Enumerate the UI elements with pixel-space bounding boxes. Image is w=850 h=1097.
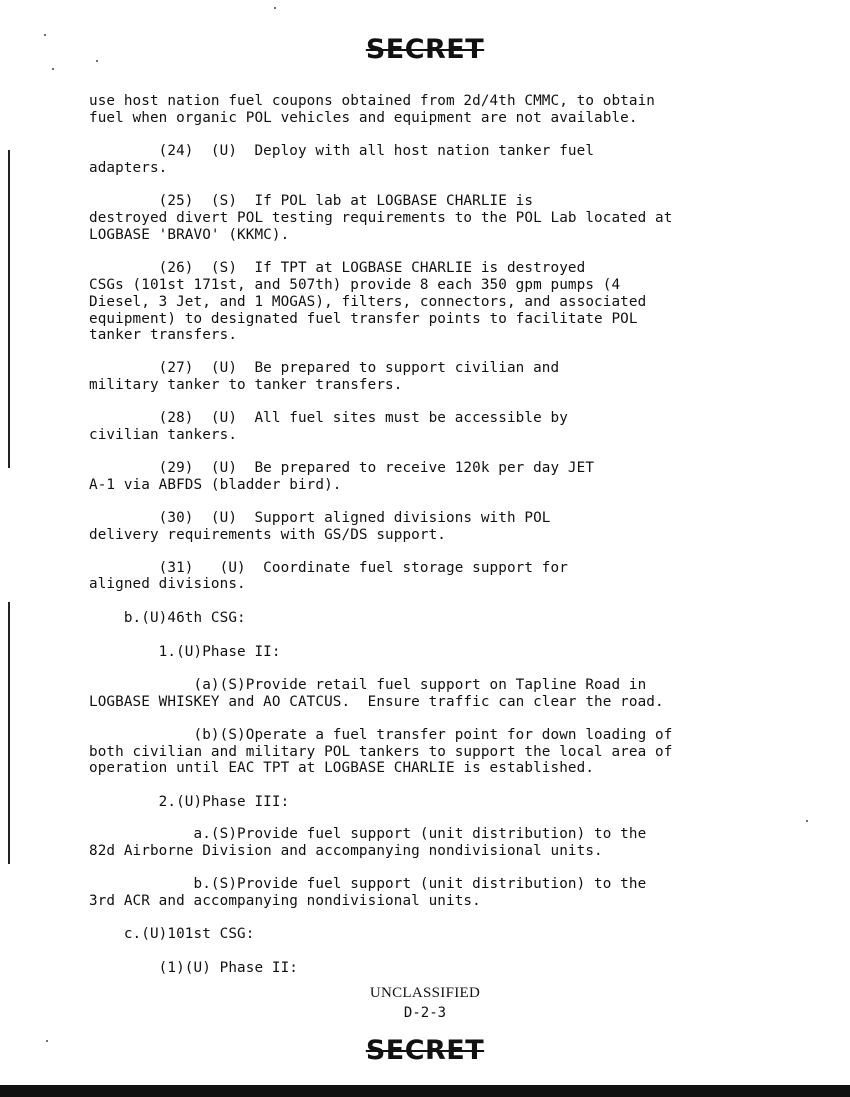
body-line: (1)(U) Phase II: — [89, 960, 298, 976]
body-line: destroyed divert POL testing requirements to the POL Lab located at — [89, 210, 673, 226]
body-line: civilian tankers. — [89, 427, 238, 443]
body-line: tanker transfers. — [89, 327, 238, 343]
body-line: 2.(U)Phase III: — [89, 794, 290, 810]
body-line: 1.(U)Phase II: — [89, 644, 281, 660]
body-line: (30) (U) Support aligned divisions with POL — [89, 510, 551, 526]
body-line: a.(S)Provide fuel support (unit distribution) to the — [89, 826, 647, 842]
body-line: c.(U)101st CSG: — [89, 926, 255, 942]
body-line: 82d Airborne Division and accompanying nondivisional units. — [89, 843, 603, 859]
footer-classification-stamp: SECRET — [365, 1035, 485, 1066]
page-number: D-2-3 — [403, 1005, 447, 1021]
body-line: use host nation fuel coupons obtained from 2d/4th CMMC, to obtain — [89, 93, 655, 109]
body-line: military tanker to tanker transfers. — [89, 377, 403, 393]
body-line: b.(S)Provide fuel support (unit distribution) to the — [89, 876, 647, 892]
header-classification-stamp: SECRET — [365, 34, 485, 65]
footer-unclassified-marking: UNCLASSIFIED — [369, 985, 481, 1001]
body-line: (a)(S)Provide retail fuel support on Tapline Road in — [89, 677, 647, 693]
body-line: aligned divisions. — [89, 576, 246, 592]
body-line: A-1 via ABFDS (bladder bird). — [89, 477, 342, 493]
body-line: Diesel, 3 Jet, and 1 MOGAS), filters, connectors, and associated — [89, 294, 647, 310]
scan-speck — [96, 60, 98, 62]
body-line: both civilian and military POL tankers to support the local area of — [89, 744, 673, 760]
scan-speck — [274, 7, 276, 9]
body-line: (27) (U) Be prepared to support civilian and — [89, 360, 560, 376]
body-line: delivery requirements with GS/DS support. — [89, 527, 447, 543]
body-line: b.(U)46th CSG: — [89, 610, 246, 626]
body-line: (b)(S)Operate a fuel transfer point for down loading of — [89, 727, 673, 743]
margin-scan-line — [8, 150, 10, 468]
margin-scan-line — [8, 602, 10, 864]
body-line: operation until EAC TPT at LOGBASE CHARLIE is established. — [89, 760, 595, 776]
body-line: 3rd ACR and accompanying nondivisional units. — [89, 893, 481, 909]
body-line: LOGBASE WHISKEY and AO CATCUS. Ensure traffic can clear the road. — [89, 694, 664, 710]
body-line: (24) (U) Deploy with all host nation tanker fuel — [89, 143, 595, 159]
body-line: (25) (S) If POL lab at LOGBASE CHARLIE is — [89, 193, 534, 209]
body-line: LOGBASE 'BRAVO' (KKMC). — [89, 227, 290, 243]
body-line: CSGs (101st 171st, and 507th) provide 8 each 350 gpm pumps (4 — [89, 277, 621, 293]
body-line: (31) (U) Coordinate fuel storage support for — [89, 560, 568, 576]
scan-bottom-edge — [0, 1085, 850, 1097]
scan-speck — [806, 820, 808, 822]
body-line: (28) (U) All fuel sites must be accessible by — [89, 410, 568, 426]
body-line: equipment) to designated fuel transfer points to facilitate POL — [89, 311, 638, 327]
scan-speck — [52, 68, 54, 70]
scan-speck — [44, 34, 46, 36]
body-line: fuel when organic POL vehicles and equipment are not available. — [89, 110, 638, 126]
body-line: (26) (S) If TPT at LOGBASE CHARLIE is destroyed — [89, 260, 586, 276]
body-line: adapters. — [89, 160, 168, 176]
body-line: (29) (U) Be prepared to receive 120k per day JET — [89, 460, 595, 476]
